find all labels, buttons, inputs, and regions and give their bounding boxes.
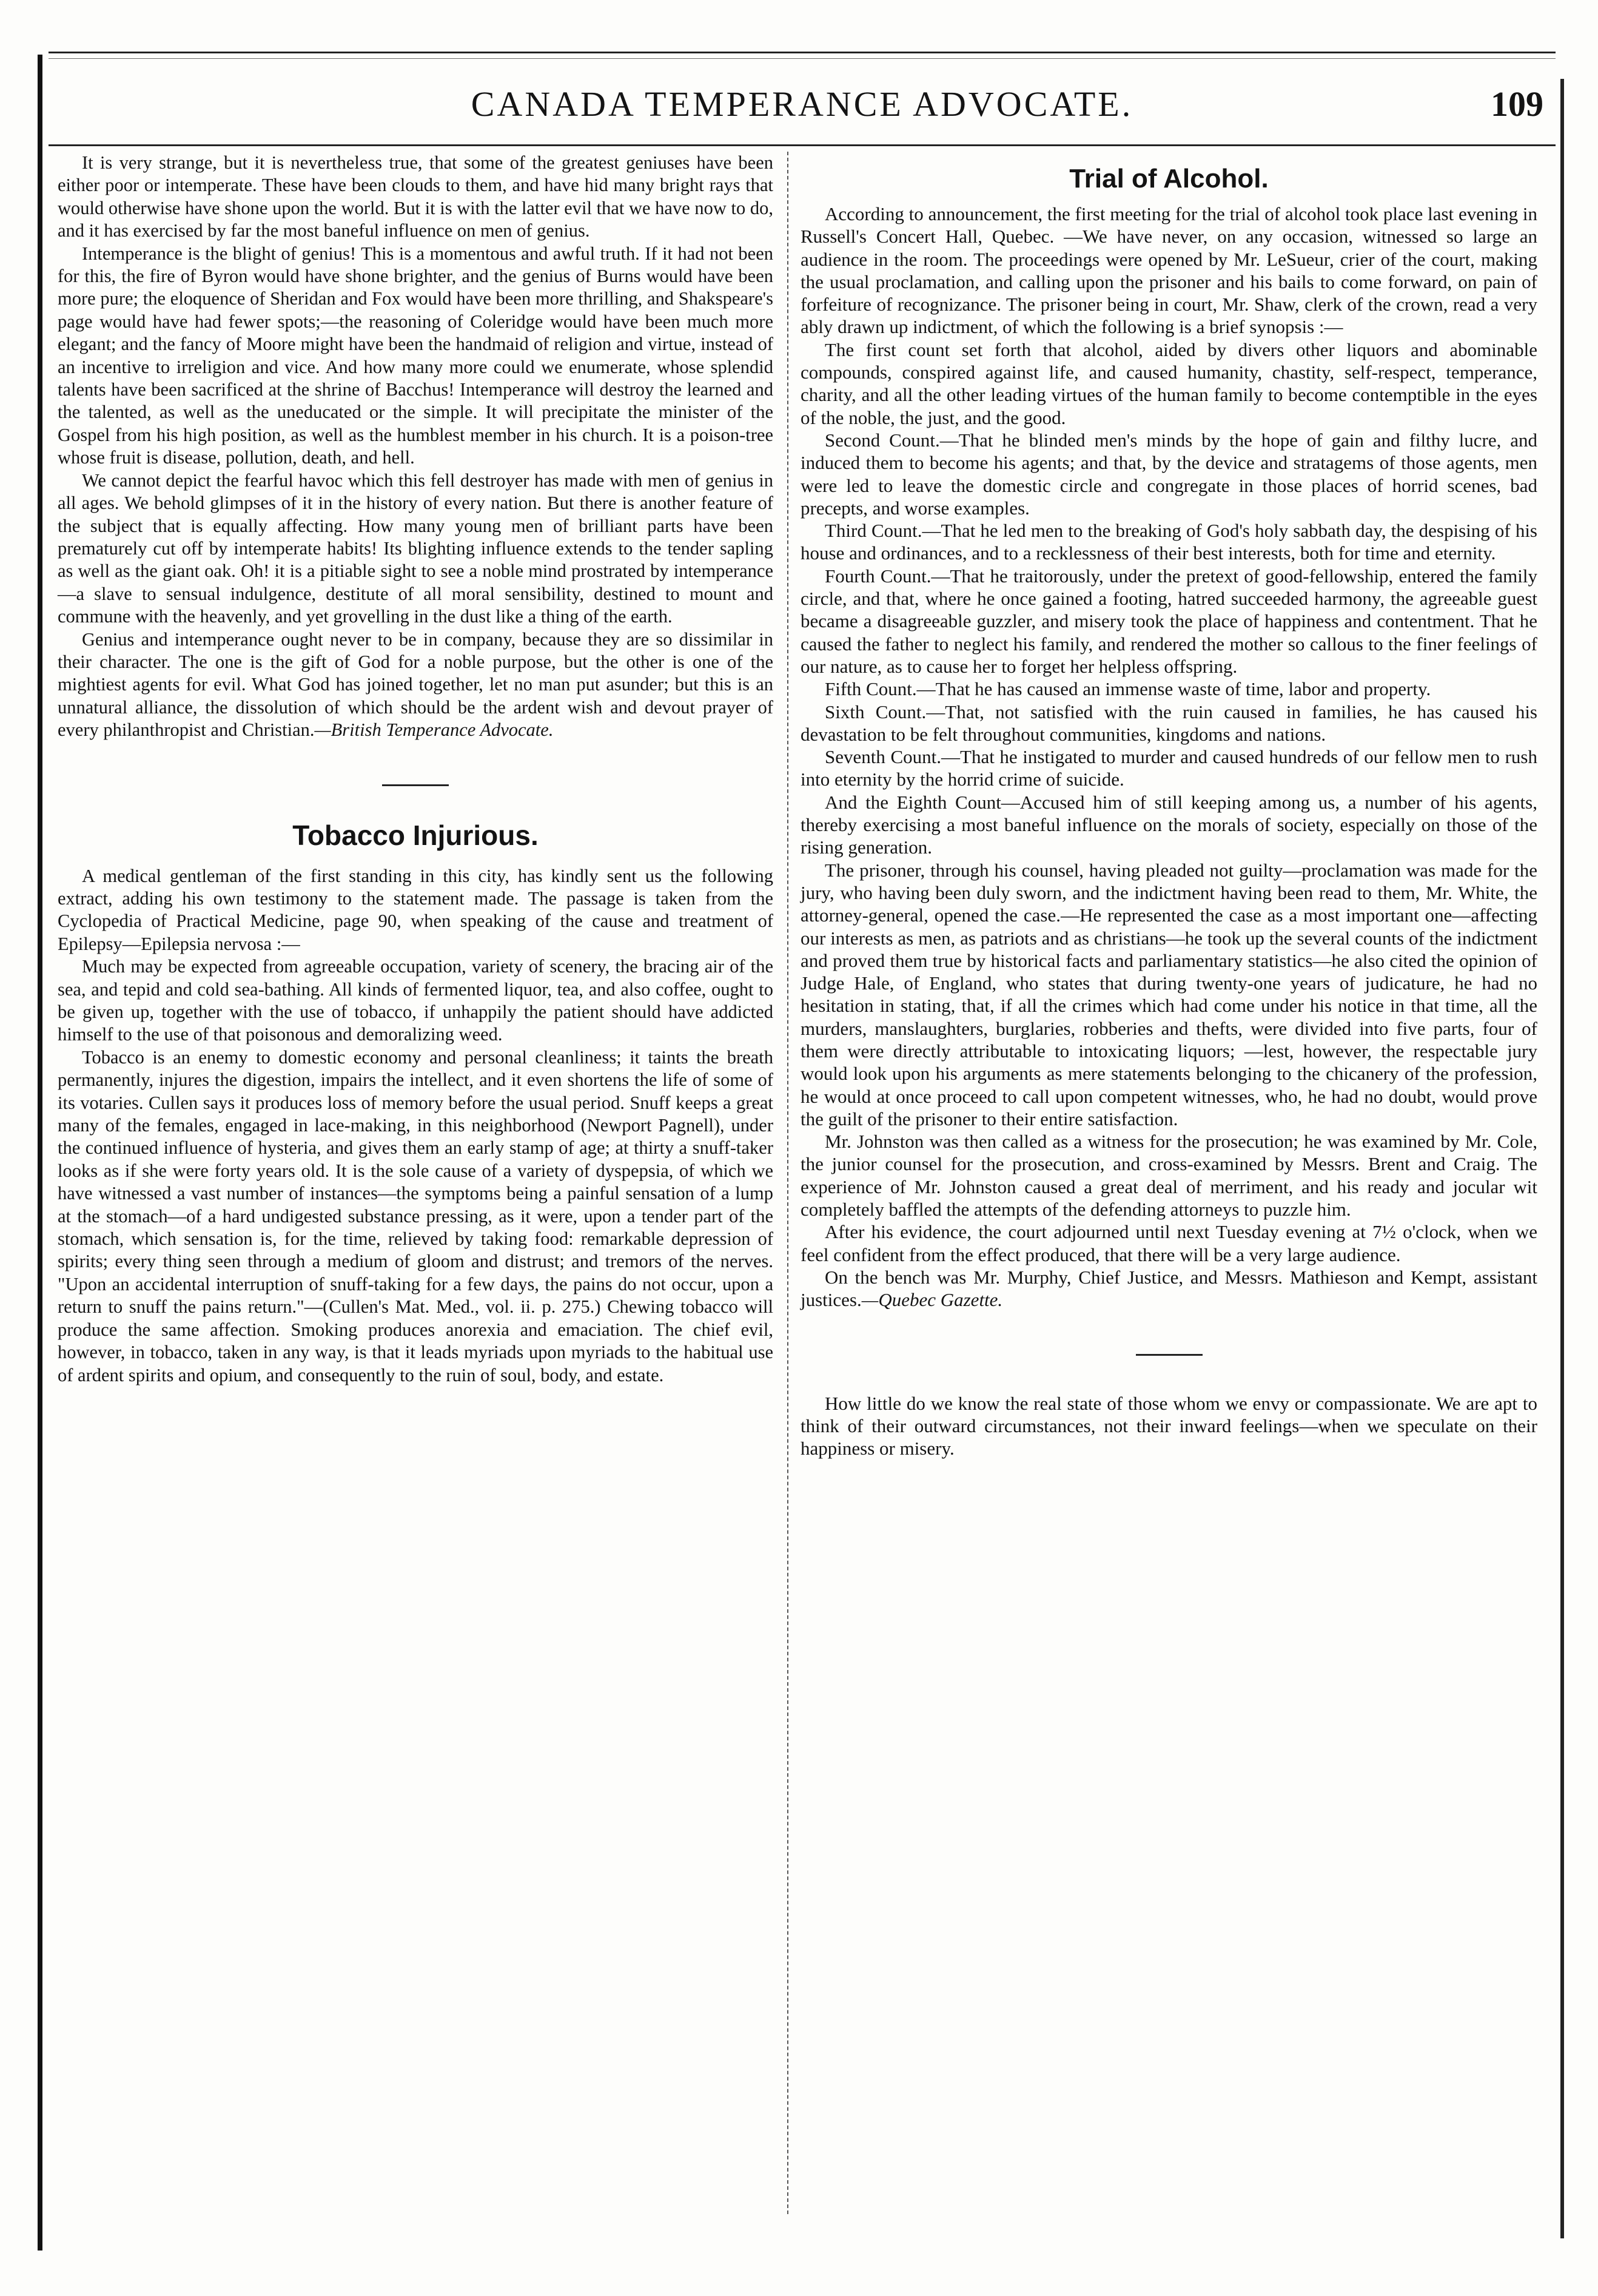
- indictment-count: Second Count.—That he blinded men's minds by the hope of gain and filthy lucre, and induced them to become his agents; and that, by the device and stratagems of those agents, men were led to leave the domestic circle and congregate in those places of horrid scenes, bad precepts, and worse examples.: [801, 429, 1537, 519]
- indictment-count: Fifth Count.—That he has caused an immense waste of time, labor and property.: [825, 678, 1431, 700]
- tobacco-article: [58, 819, 773, 1387]
- section-divider: [382, 784, 449, 786]
- article-paragraph-text: Genius and intemperance ought never to be in company, because they are so dissimilar in their character. The one is the gift of God for a noble purpose, but the other is one of the mightiest agents for evil. What God has joined together, let no man put asunder; but this is an unnatural alliance, the dissolution of which should be the ardent wish and devout prayer of every philanthropist and Christian.: [58, 628, 773, 741]
- page-edge-left: [38, 55, 42, 2251]
- article-paragraph: After his evidence, the court adjourned until next Tuesday evening at 7½ o'clock, when we feel confident from the effect produced, that there will be a very large audience.: [801, 1221, 1537, 1265]
- article-title: Trial of Alcohol.: [1069, 164, 1269, 194]
- top-rule: [49, 52, 1556, 53]
- article-title: Tobacco Injurious.: [292, 819, 539, 851]
- trial-article: [801, 163, 1537, 1311]
- article-paragraph: Mr. Johnston was then called as a witness for the prosecution; he was examined by Mr. Cole, the junior counsel for the prosecution, and cross-examined by Messrs. Brent and Craig. The experience of Mr. Johnston caused a great deal of merriment, and his ready and jocular wit completely baffled the attempts of the defending attorneys to puzzle him.: [801, 1131, 1537, 1220]
- article-paragraph: Tobacco is an enemy to domestic economy and personal cleanliness; it taints the breath permanently, injures the digestion, impairs the intellect, and it even shortens the life of some of its votaries. Cullen says it produces loss of memory before the usual period. Snuff keeps a great many of the females, engaged in lace-making, in this neighborhood (Newport Pagnell), under the continued influence of hysteria, and gives them an early stamp of age; at thirty a snuff-taker looks as if she were forty years old. It is the sole cause of a variety of dyspepsia, of which we have witnessed a vast number of instances—the symptoms being a painful sensation of a lump at the stomach—of a hard undigested substance pressing, as it were, upon a tender part of the stomach, which sensation is, for the time, relieved by taking food: remarkable depression of spirits; every thing seen through a medium of gloom and distrust; and tremors of the nerves. "Upon an accidental interruption of snuff-taking for a few days, the pains do not occur, upon a return to snuff the pains return."—(Cullen's Mat. Med., vol. ii. p. 275.) Chewing tobacco will produce the same affection. Smoking produces anorexia and emaciation. The chief evil, however, in tobacco, taken in any way, is that it leads myriads upon myriads to the habitual use of ardent spirits and opium, and consequently to the ruin of soul, body, and estate.: [58, 1046, 773, 1385]
- indictment-count: Seventh Count.—That he instigated to murder and caused hundreds of our fellow men to rush into eternity by the horrid crime of suicide.: [801, 746, 1537, 790]
- indictment-count: Third Count.—That he led men to the breaking of God's holy sabbath day, the despising of his house and ordinances, and to a recklessness of their best interests, both for time and eternity.: [801, 520, 1537, 564]
- column-divider: [787, 152, 788, 2214]
- indictment-count: Sixth Count.—That, not satisfied with the ruin caused in families, he has caused his devastation to be felt throughout communities, kingdoms and nations.: [801, 701, 1537, 745]
- article-paragraph-text: On the bench was Mr. Murphy, Chief Justice, and Messrs. Mathieson and Kempt, assistant justices.: [801, 1266, 1537, 1311]
- article-paragraph: We cannot depict the fearful havoc which this fell destroyer has made with men of genius in all ages. We behold glimpses of it in the history of every nation. But there is another feature of the subject that is equally affecting. How many young men of brilliant parts have been prematurely cut off by intemperate habits! Its blighting influence extends to the tender sapling as well as the giant oak. Oh! it is a pitiable sight to see a noble mind prostrated by intemperance—a slave to sensual indulgence, destitute of all moral sensibility, destined to mount and commune with the heavenly, and yet grovelling in the dust like a thing of the earth.: [58, 470, 773, 627]
- article-paragraph: The prisoner, through his counsel, having pleaded not guilty—proclamation was made for the jury, who having been duly sworn, and the indictment having been read to them, Mr. White, the attorney-general, opened the case.—He represented the case as a most important one—affecting our interests as men, as patriots and as christians—he took up the several counts of the indictment and proved them true by historical facts and parliamentary statistics—he also cited the opinion of Judge Hale, of England, who states that during twenty-one years of judicature, he had no hesitation in stating, that, if all the crimes which had come under his notice in that time, all the murders, manslaughters, burglaries, robberies and thefts, were divided into five parts, four of them were directly attributable to intoxicating liquors; —lest, however, the respectable jury would look upon his arguments as mere statements belonging to the chicanery of the profession, he would at once proceed to call upon competent witnesses, who, he had no doubt, would prove the guilt of the prisoner to their entire satisfaction.: [801, 859, 1537, 1129]
- masthead-title: CANADA TEMPERANCE ADVOCATE.: [471, 84, 1133, 124]
- genius-article: [58, 152, 773, 742]
- page-number: 109: [1491, 84, 1543, 124]
- indictment-count: And the Eighth Count—Accused him of still keeping among us, a number of his agents, thereby exercising a most baneful influence on the morals of society, especially on those of the rising generation.: [801, 791, 1537, 858]
- article-paragraph: Much may be expected from agreeable occupation, variety of scenery, the bracing air of the sea, and tepid and cold sea-bathing. All kinds of fermented liquor, tea, and also coffee, ought to be given up, together with the use of tobacco, if unhappily the patient should have addicted himself to the use of that poisonous and demoralizing weed.: [58, 956, 773, 1045]
- article-credit: —Quebec Gazette.: [861, 1289, 1003, 1311]
- closing-note: How little do we know the real state of those whom we envy or compassionate. We are apt to think of their outward circumstances, not their inward feelings—when we speculate on their happiness or misery.: [801, 1392, 1537, 1459]
- article-paragraph: A medical gentleman of the first standing in this city, has kindly sent us the following extract, adding his own testimony to the statement made. The passage is taken from the Cyclopedia of Practical Medicine, page 90, when speaking of the cause and treatment of Epilepsy—Epilepsia nervosa :—: [58, 865, 773, 954]
- article-paragraph: It is very strange, but it is nevertheless true, that some of the greatest geniuses have been either poor or intemperate. These have been clouds to them, and have hid many bright rays that would otherwise have shone upon the world. But it is with the latter evil that we have now to do, and it has exercised by far the most baneful influence on men of genius.: [58, 152, 773, 241]
- article-paragraph: [801, 1266, 1537, 1311]
- top-rule-thin: [49, 58, 1556, 59]
- page-header: [49, 84, 1556, 138]
- indictment-count: Fourth Count.—That he traitorously, under the pretext of good-fellowship, entered the family circle, and that, where he once gained a footing, hatred succeeded harmony, the agreeable guest became a disagreeable guzzler, and misery took the place of happiness and contentment. That he caused the father to neglect his family, and rendered the mother so callous to the finer feelings of our nature, as to cause her to forget her helpless offspring.: [801, 565, 1537, 677]
- article-credit: —British Temperance Advocate.: [314, 719, 554, 741]
- page-edge-right: [1560, 79, 1564, 2238]
- article-paragraph: According to announcement, the first meeting for the trial of alcohol took place last evening in Russell's Concert Hall, Quebec. —We have never, on any occasion, witnessed so large an audience in the room. The proceedings were opened by Mr. LeSueur, crier of the court, making the usual proclamation, and calling upon the prisoner and his bails to come forward, on pain of forfeiture of recognizance. The prisoner being in court, Mr. Shaw, clerk of the crown, read a very ably drawn up indictment, of which the following is a brief synopsis :—: [801, 203, 1537, 338]
- section-divider: [1136, 1354, 1203, 1356]
- left-column: [58, 152, 773, 1387]
- right-column: [801, 152, 1537, 1459]
- header-rule: [49, 144, 1556, 146]
- article-paragraph: [58, 628, 773, 742]
- article-paragraph: Intemperance is the blight of genius! This is a momentous and awful truth. If it had not been for this, the fire of Byron would have shone brighter, and the genius of Burns would have been more pure; the eloquence of Sheridan and Fox would have been more thrilling, and Shakspeare's page would have had fewer spots;—the reasoning of Coleridge would have been much more elegant; and the fancy of Moore might have been the handmaid of religion and virtue, instead of an incentive to irreligion and vice. And how many more could we enumerate, whose splendid talents have been sacrificed at the shrine of Bacchus! Intemperance will destroy the learned and the talented, as well as the uneducated or the simple. It will precipitate the minister of the Gospel from his high position, as well as the humblest member in his church. It is a poison-tree whose fruit is disease, pollution, death, and hell.: [58, 243, 773, 468]
- indictment-count: The first count set forth that alcohol, aided by divers other liquors and abominable compounds, conspired against life, and caused humanity, chastity, self-respect, temperance, charity, and all the other leading virtues of the human family to become contemptible in the eyes of the noble, the just, and the good.: [801, 338, 1537, 428]
